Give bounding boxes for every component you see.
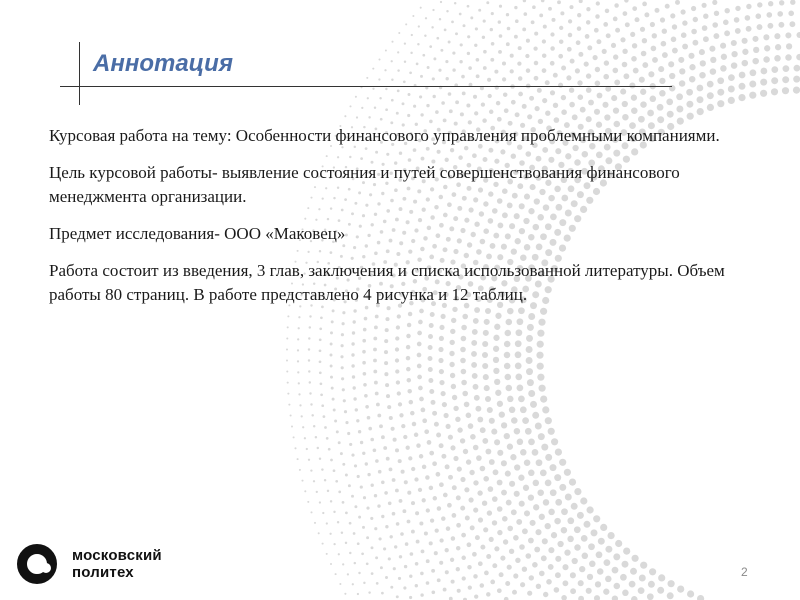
title-horizontal-rule <box>60 86 672 87</box>
page-number: 2 <box>741 565 748 579</box>
polytech-ring-icon <box>16 543 58 585</box>
paragraph-subject: Предмет исследования- ООО «Маковец» <box>49 224 346 243</box>
logo-line-2: политех <box>72 564 134 581</box>
paragraph-goal: Цель курсовой работы- выявление состояния и путей совершенствования финансового менеджмента организации. <box>49 163 680 206</box>
title-vertical-rule <box>79 42 80 105</box>
moscow-polytech-logo <box>16 543 162 585</box>
paragraph-structure: Работа состоит из введения, 3 глав, заключения и списка использованной литературы. Объем работы 80 страниц. В работе представлено 4 рисунка и 12 таблиц. <box>49 261 725 304</box>
paragraph-topic: Курсовая работа на тему: Особенности финансового управления проблемными компаниями. <box>49 126 720 145</box>
slide-body <box>49 124 739 320</box>
logo-text <box>72 547 162 581</box>
logo-line-1: московский <box>72 547 162 564</box>
slide-title: Аннотация <box>93 50 233 77</box>
